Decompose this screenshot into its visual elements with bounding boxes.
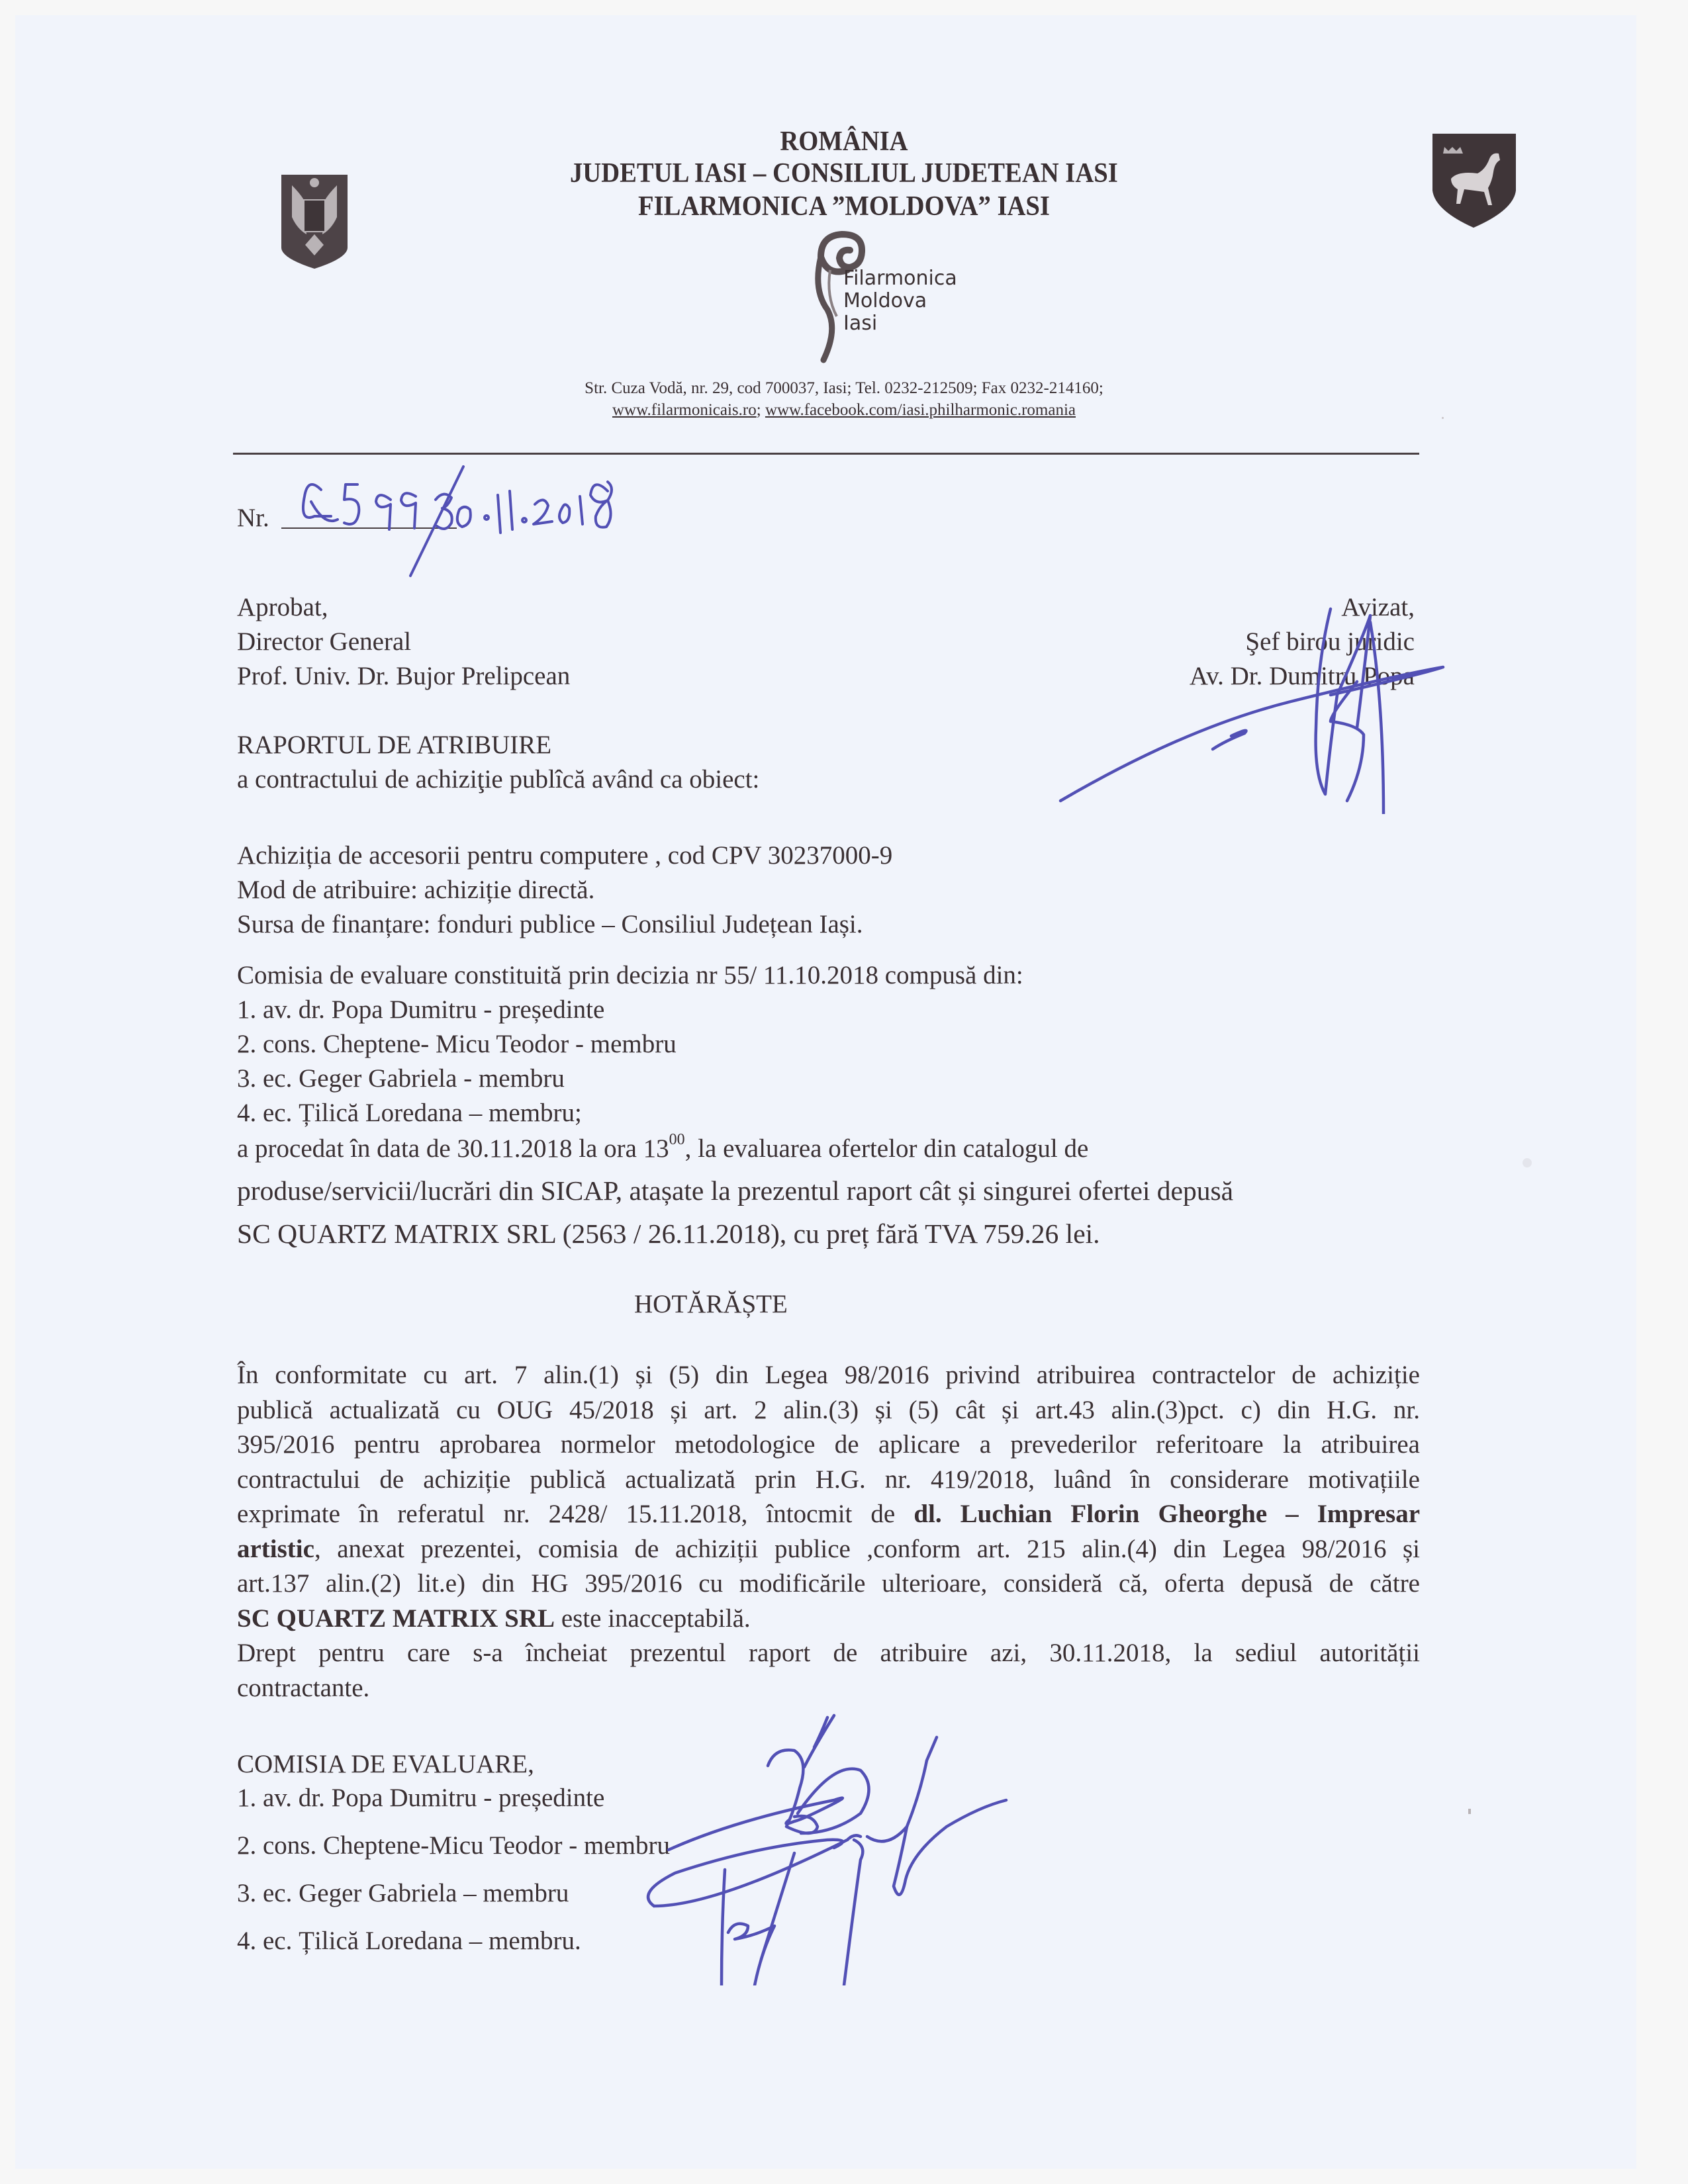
committee-signatures <box>635 1707 1152 1985</box>
contact-address: Str. Cuza Vodă, nr. 29, cod 700037, Iasi; Tel. 0232-212509; Fax 0232-214160; <box>585 379 1103 397</box>
signatory: 2. cons. Cheptene-Micu Teodor - membru <box>237 1831 670 1860</box>
approver-title: Director General <box>237 627 412 656</box>
contact-links: www.filarmonicais.ro; www.facebook.com/iasi.philharmonic.romania <box>612 401 1076 419</box>
header-country: ROMÂNIA <box>780 126 908 157</box>
award-method: Mod de atribuire: achiziție directă. <box>237 876 595 904</box>
scan-speck <box>1523 1158 1532 1167</box>
header-institution: FILARMONICA ”MOLDOVA” IASI <box>638 191 1050 222</box>
evaluation-statement: a procedat în data de 30.11.2018 la ora $13^{00}$, la evaluarea ofertelor din catalogul de <box>237 1131 1089 1163</box>
endorsed-label: Avizat, <box>1341 593 1415 621</box>
decision-paragraph <box>237 1358 1420 1706</box>
scan-speck <box>1442 417 1444 419</box>
approver-name: Prof. Univ. Dr. Bujor Prelipcean <box>237 662 571 690</box>
registration-number-handwritten <box>285 463 629 582</box>
header-county: JUDETUL IASI – CONSILIUL JUDETEAN IASI <box>570 158 1118 189</box>
decision-line: În conformitate cu art. 7 alin.(1) și (5) din Legea 98/2016 privind atribuirea contractelor de achiziție <box>237 1361 1420 1389</box>
website-link[interactable]: www.filarmonicais.ro <box>612 401 757 419</box>
report-subtitle: a contractului de achiziţie publîcă având ca obiect: <box>237 765 760 794</box>
scan-speck <box>1468 1809 1471 1814</box>
decision-line: publică actualizată cu OUG 45/2018 și art. 2 alin.(3) și (5) cât și art.43 alin.(3)pct. c) din H.G. nr. <box>237 1395 1420 1424</box>
offer-details: SC QUARTZ MATRIX SRL (2563 / 26.11.2018), cu preț fără TVA 759.26 lei. <box>237 1218 1100 1249</box>
committee-member: 4. ec. Țilică Loredana – membru; <box>237 1099 582 1127</box>
committee-member: 2. cons. Cheptene- Micu Teodor - membru <box>237 1030 677 1058</box>
logo-text: Filarmonica Moldova Iasi <box>843 267 957 335</box>
evaluation-statement-line2: produse/servicii/lucrări din SICAP, atașate la prezentul raport cât și singurei ofertei depusă <box>237 1175 1234 1206</box>
decision-line: 395/2016 pentru aprobarea normelor metodologice de aplicare a prevederilor referitoare la atribuirea <box>237 1430 1420 1459</box>
funding-source: Sursa de finanțare: fonduri publice – Consiliul Județean Iași. <box>237 910 863 938</box>
signatory: 1. av. dr. Popa Dumitru - președinte <box>237 1784 605 1812</box>
decision-line: SC QUARTZ MATRIX SRL este inacceptabilă. <box>237 1604 751 1633</box>
legal-advisor-signature <box>1053 596 1463 814</box>
decision-line: artistic, anexat prezentei, comisia de achiziții publice ,conform art. 215 alin.(4) din Legea 98/2016 și <box>237 1534 1420 1563</box>
decision-line: contractului de achiziție publică actualizată prin H.G. nr. 419/2018, luând în considerare motivațiile <box>237 1465 1420 1494</box>
decision-heading: HOTĂRĂȘTE <box>634 1290 788 1318</box>
facebook-link[interactable]: www.facebook.com/iasi.philharmonic.romania <box>765 401 1076 419</box>
header-divider <box>233 453 1419 455</box>
endorser-title: Şef birou juridic <box>1245 627 1415 656</box>
decision-line: contractante. <box>237 1673 370 1702</box>
endorser-name: Av. Dr. Dumitru Popa <box>1189 662 1415 690</box>
decision-line: art.137 alin.(2) lit.e) din HG 395/2016 cu modificările ulterioare, consideră că, oferta depusă de către <box>237 1569 1420 1598</box>
decision-line: exprimate în referatul nr. 2428/ 15.11.2018, întocmit de dl. Luchian Florin Gheorghe – Impresar <box>237 1500 1421 1528</box>
signatory: 3. ec. Geger Gabriela – membru <box>237 1879 569 1907</box>
signatory: 4. ec. Țilică Loredana – membru. <box>237 1927 581 1955</box>
committee-intro: Comisia de evaluare constituită prin decizia nr 55/ 11.10.2018 compusă din: <box>237 961 1023 989</box>
registration-label: Nr. <box>237 504 269 532</box>
committee-signature-heading: COMISIA DE EVALUARE, <box>237 1750 534 1778</box>
approved-label: Aprobat, <box>237 593 328 621</box>
procurement-object: Achiziția de accesorii pentru computere , cod CPV 30237000-9 <box>237 841 893 870</box>
committee-member: 1. av. dr. Popa Dumitru - președinte <box>237 995 605 1024</box>
committee-member: 3. ec. Geger Gabriela - membru <box>237 1064 565 1093</box>
decision-line: Drept pentru care s-a încheiat prezentul raport de atribuire azi, 30.11.2018, la sediul autorității <box>237 1639 1420 1667</box>
report-title: RAPORTUL DE ATRIBUIRE <box>237 731 552 759</box>
